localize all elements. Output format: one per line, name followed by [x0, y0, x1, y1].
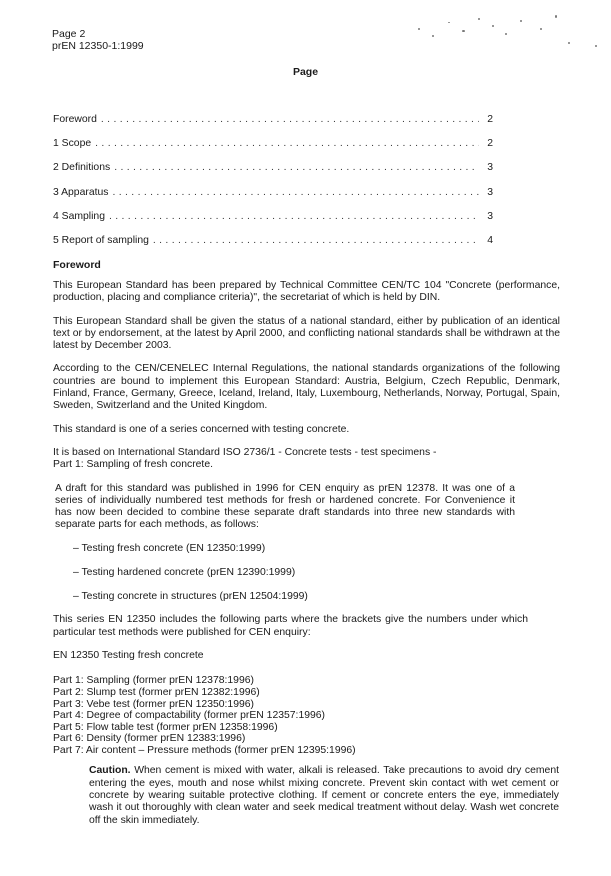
toc-entry-page: 3 [487, 210, 493, 222]
paragraph-preparation: This European Standard has been prepared by Technical Committee CEN/TC 104 "Concrete (performance, production, placing and compliance criteria)", the secretariat of which is held by DIN. [53, 280, 560, 304]
iso-basis-line-2: Part 1: Sampling of fresh concrete. [53, 459, 213, 471]
part-item: Part 7: Air content – Pressure methods (former prEN 12395:1996) [53, 744, 356, 756]
toc-leader-dots [153, 235, 479, 246]
part-item: Part 2: Slump test (former prEN 12382:1996) [53, 686, 260, 698]
part-item: Part 4: Degree of compactability (former prEN 12357:1996) [53, 710, 326, 722]
toc-entry-sampling[interactable] [53, 211, 493, 235]
paragraph-iso-basis [53, 447, 560, 472]
toc-entry-label: 1 Scope [53, 138, 92, 150]
toc-entry-page: 3 [487, 186, 493, 198]
scan-speck [520, 20, 522, 22]
scan-speck [432, 35, 434, 37]
caution-label: Caution. [89, 765, 131, 777]
toc-entry-report-of-sampling[interactable] [53, 235, 493, 259]
toc-entry-label: 4 Sampling [53, 210, 105, 222]
paragraph-series-parts: This series EN 12350 includes the following parts where the brackets give the numbers under which particular test methods were published for CEN enquiry: [53, 614, 528, 638]
series-title: EN 12350 Testing fresh concrete [53, 650, 204, 662]
toc-entry-label: 5 Report of sampling [53, 234, 149, 246]
toc-entry-page: 2 [487, 138, 493, 150]
part-item: Part 3: Vebe test (former prEN 12350:1996) [53, 698, 254, 710]
page-number: Page 2 [52, 28, 86, 40]
scan-speck [555, 15, 557, 18]
paragraph-draft: A draft for this standard was published in 1996 for CEN enquiry as prEN 12378. It was one of a series of individually numbered test methods for fresh or hardened concrete. For Convenience it has now been decided to combine these separate draft standards into three new standards with separate parts for each methods, as follows: [55, 482, 515, 531]
toc-entry-label: 3 Apparatus [53, 186, 109, 198]
toc-leader-dots [114, 162, 479, 173]
part-item: Part 1: Sampling (former prEN 12378:1996) [53, 675, 254, 687]
scan-speck [505, 33, 507, 35]
scan-speck [492, 25, 494, 27]
scan-speck [540, 28, 542, 30]
toc-entry-label: Foreword [53, 114, 97, 125]
toc-leader-dots [101, 114, 479, 125]
table-of-contents [53, 114, 493, 259]
toc-entry-label: 2 Definitions [53, 162, 111, 174]
part-item: Part 5: Flow table test (former prEN 12358:1996) [53, 721, 278, 733]
iso-basis-line-1: It is based on International Standard ISO 2736/1 - Concrete tests - test specimens - [53, 446, 437, 458]
toc-entry-definitions[interactable] [53, 162, 493, 186]
toc-entry-apparatus[interactable] [53, 187, 493, 211]
page-header [52, 29, 144, 52]
toc-entry-page: 4 [487, 234, 493, 246]
standards-list-item: – Testing hardened concrete (prEN 12390:1999) [73, 566, 296, 578]
toc-page-column-heading: Page [292, 66, 319, 78]
toc-entry-page: 3 [487, 162, 493, 174]
part-item: Part 6: Density (former prEN 12383:1996) [53, 733, 246, 745]
toc-leader-dots [109, 211, 479, 222]
scan-speck [595, 45, 597, 47]
caution-text: When cement is mixed with water, alkali is released. Take precautions to avoid dry cement entering the eyes, mouth and nose whilst mixing concrete. Prevent skin contact with wet cement or concrete by wearing suitable protective clothing. If cement or concrete enters the eye, immediately wash it out thoroughly with clean water and seek medical treatment without delay. Wash wet concrete off the skin immediately. [89, 765, 559, 826]
paragraph-series: This standard is one of a series concerned with testing concrete. [53, 423, 350, 435]
scan-speck [462, 30, 465, 32]
scan-speck [568, 42, 570, 44]
scan-speck [478, 18, 480, 20]
toc-leader-dots [95, 138, 479, 149]
document-id: prEN 12350-1:1999 [52, 39, 144, 52]
scan-speck [448, 22, 450, 23]
caution-note [89, 765, 559, 826]
toc-entry-page: 2 [487, 114, 493, 125]
parts-list [53, 675, 560, 756]
foreword-heading: Foreword [53, 259, 101, 271]
toc-entry-foreword[interactable] [53, 114, 493, 138]
standards-list-item: – Testing concrete in structures (prEN 12504:1999) [73, 590, 308, 602]
foreword-section [53, 259, 560, 827]
toc-entry-scope[interactable] [53, 138, 493, 162]
toc-leader-dots [112, 187, 479, 198]
paragraph-status: This European Standard shall be given the status of a national standard, either by publication of an identical text or by endorsement, at the latest by April 2000, and conflicting national standards shall be withdrawn at the latest by December 2003. [53, 315, 560, 352]
standards-list-item: – Testing fresh concrete (EN 12350:1999) [73, 542, 266, 554]
paragraph-countries: According to the CEN/CENELEC Internal Regulations, the national standards organizations of the following countries are bound to implement this European Standard: Austria, Belgium, Czech Republic, Denmark, Finland, France, Germany, Greece, Iceland, Ireland, Italy, Luxembourg, Netherlands, Norway, Portugal, Spain, Sweden, Switzerland and the United Kingdom. [53, 363, 560, 412]
scan-speck [418, 28, 420, 30]
